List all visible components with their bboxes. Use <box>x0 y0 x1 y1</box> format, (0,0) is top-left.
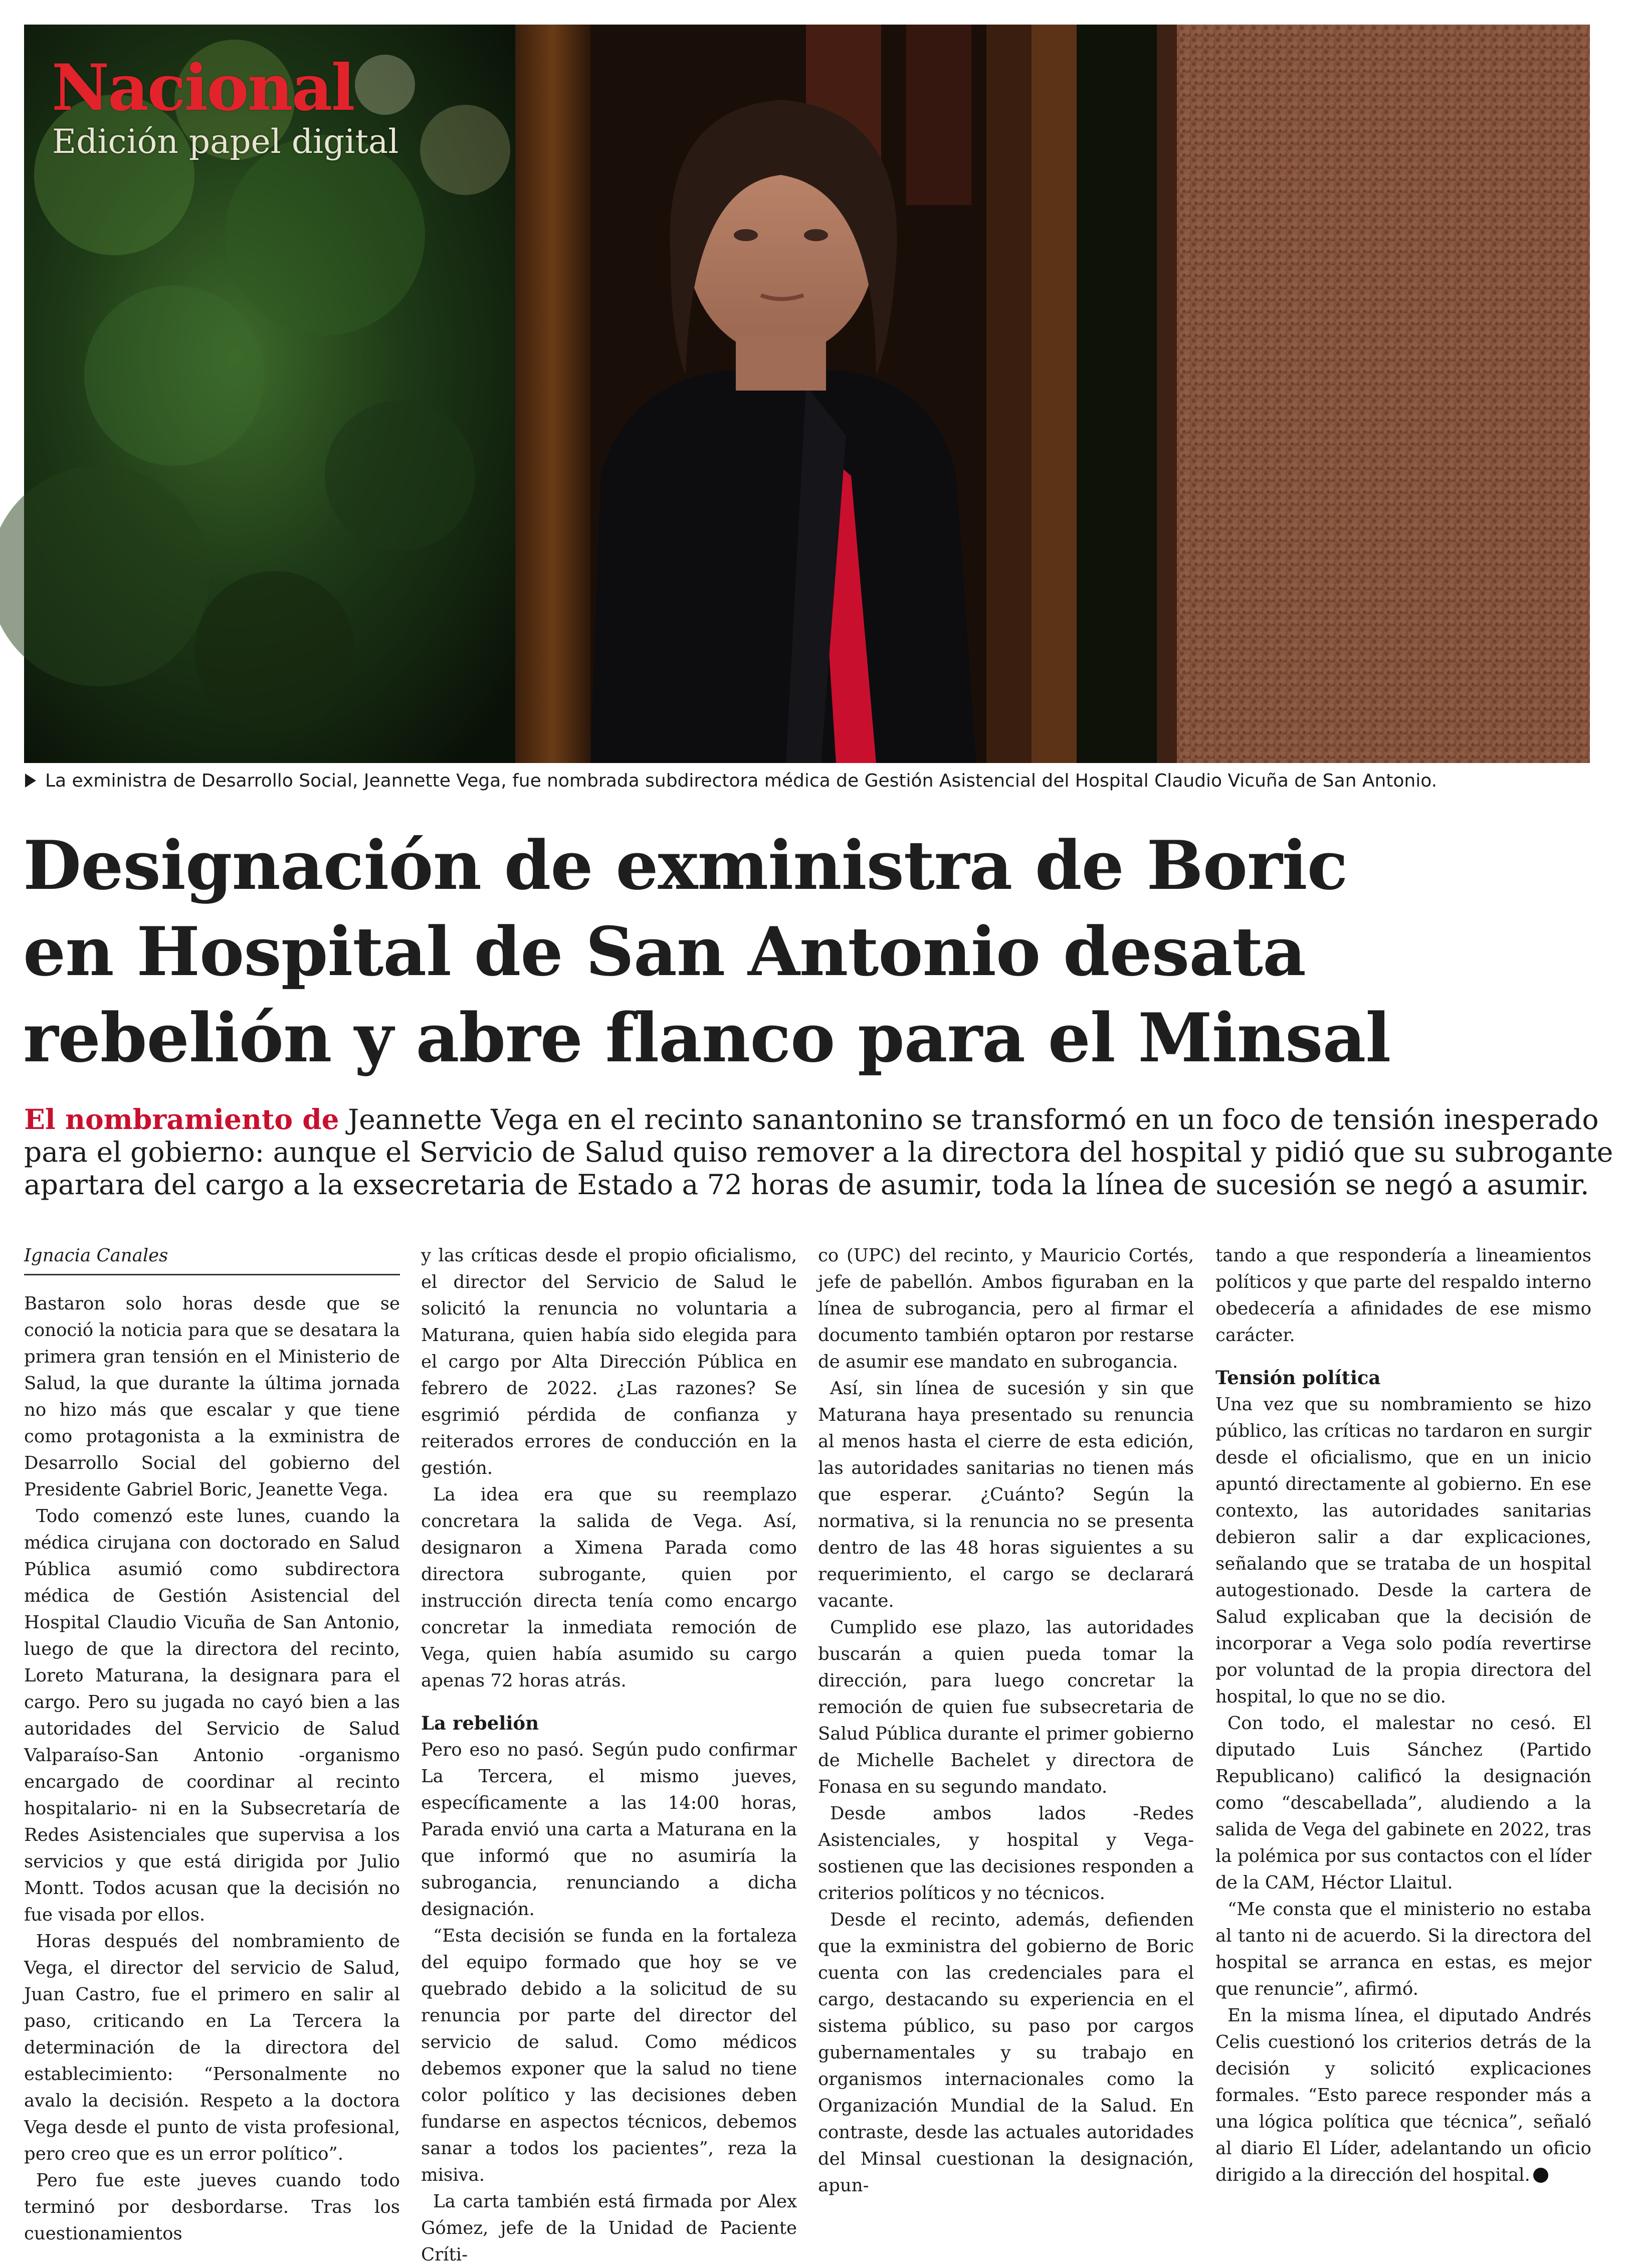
body-paragraph: Pero eso no pasó. Según pudo confirmar La Tercera, el mismo jueves, específicamente a las 14:00 horas, Parada envió una carta a Maturana en la que informó que no asumiría la subrogancia, renunciando a dicha designación. <box>421 1740 797 1920</box>
article-column-3 <box>818 1242 1194 2199</box>
body-paragraph: Así, sin línea de sucesión y sin que Maturana haya presentado su renuncia al menos hasta el cierre de esta edición, las autoridades sanitarias no tienen más que esperar. ¿Cuánto? Según la normativa, si la renuncia no se presenta dentro de las 48 horas siguientes a su requerimiento, el cargo se declarará vacante. <box>818 1378 1194 1611</box>
caption-arrow-icon <box>25 774 36 788</box>
body-paragraph: Todo comenzó este lunes, cuando la médica cirujana con doctorado en Salud Pública asumió como subdirectora médica de Gestión Asistencial del Hospital Claudio Vicuña de San Antonio, luego de que la directora del recinto, Loreto Maturana, la designara para el cargo. Pero su jugada no cayó bien a las autoridades del Servicio de Salud Valparaíso-San Antonio -organismo encargado de coordinar al recinto hospitalario- ni en la Subsecretaría de Redes Asistenciales que supervisa a los servicios y que está dirigida por Julio Montt. Todos acusan que la decisión no fue visada por ellos. <box>24 1506 400 1925</box>
article-photo <box>24 25 1590 763</box>
headline <box>23 822 1597 1081</box>
body-paragraph: “Esta decisión se funda en la fortaleza del equipo formado que hoy se ve quebrado debido a la solicitud de su renuncia por parte del director del servicio de salud. Como médicos debemos exponer que la salud no tiene color político y las decisiones deben fundarse en aspectos técnicos, debemos sanar a todos los pacientes”, reza la misiva. <box>421 1926 797 2185</box>
headline-line: rebelión y abre flanco para el Minsal <box>23 998 1391 1077</box>
section-title: Nacional <box>52 51 354 125</box>
subheading: La rebelión <box>421 1712 539 1734</box>
article-column-1 <box>24 1242 400 2247</box>
photo-caption <box>25 771 1589 791</box>
body-paragraph: Pero fue este jueves cuando todo terminó por desbordarse. Tras los cuestionamientos <box>24 2170 400 2244</box>
body-paragraph: La idea era que su reemplazo concretara la salida de Vega. Así, designaron a Ximena Parada como directora subrogante, quien por instrucción directa tenía como encargo concretar la inmediata remoción de Vega, quien había asumido su cargo apenas 72 horas atrás. <box>421 1484 797 1691</box>
lead-paragraph <box>24 1103 1613 1201</box>
article-column-4 <box>1215 1242 1591 2188</box>
body-paragraph: Con todo, el malestar no cesó. El diputado Luis Sánchez (Partido Republicano) calificó la designación como “descabellada”, aludiendo a la salida de Vega del gabinete en 2022, tras la polémica por sus contactos con el líder de la CAM, Héctor Llaitul. <box>1215 1713 1591 1893</box>
body-paragraph: y las críticas desde el propio oficialismo, el director del Servicio de Salud le solicitó la renuncia no voluntaria a Maturana, quien había sido elegida para el cargo por Alta Dirección Pública en febrero de 2022. ¿Las razones? Se esgrimió pérdida de confianza y reiterados errores de conducción en la gestión. <box>421 1245 797 1478</box>
body-paragraph: Desde ambos lados -Redes Asistenciales, y hospital y Vega- sostienen que las decisiones responden a criterios políticos y no técnicos. <box>818 1803 1194 1904</box>
end-mark-icon <box>1533 2168 1548 2183</box>
subheading: Tensión política <box>1215 1367 1381 1389</box>
section-subtitle: Edición papel digital <box>52 122 399 161</box>
body-paragraph: “Me consta que el ministerio no estaba al tanto ni de acuerdo. Si la directora del hospital se arranca en estas, es mejor que renuncie”, afirmó. <box>1215 1899 1591 1999</box>
headline-line: en Hospital de San Antonio desata <box>23 912 1306 991</box>
body-paragraph: co (UPC) del recinto, y Mauricio Cortés, jefe de pabellón. Ambos figuraban en la línea de subrogancia, pero al firmar el documento también optaron por restarse de asumir ese mandato en subrogancia. <box>818 1245 1194 1372</box>
headline-line: Designación de exministra de Boric <box>23 826 1348 905</box>
body-paragraph: Desde el recinto, además, defienden que la exministra del gobierno de Boric cuenta con las credenciales para el cargo, destacando su experiencia en el sistema público, su paso por cargos gubernamentales y su trabajo en organismos internacionales como la Organización Mundial de la Salud. En contraste, desde las actuales autoridades del Minsal cuestionan la designación, apun- <box>818 1910 1194 2196</box>
body-paragraph-last <box>1215 2002 1591 2188</box>
body-paragraph: Bastaron solo horas desde que se conoció la noticia para que se desatara la primera gran tensión en el Ministerio de Salud, la que durante la última jornada no hizo más que escalar y que tiene como protagonista a la exministra de Desarrollo Social del gobierno del Presidente Gabriel Boric, Jeanette Vega. <box>24 1293 400 1500</box>
lead-kicker: El nombramiento de <box>24 1103 339 1136</box>
lead-line: apartara del cargo a la exsecretaria de Estado a 72 horas de asumir, toda la línea de sucesión se negó a asumir. <box>24 1169 1589 1201</box>
photo-caption-text: La exministra de Desarrollo Social, Jeannette Vega, fue nombrada subdirectora médica de Gestión Asistencial del Hospital Claudio Vicuña de San Antonio. <box>45 771 1438 791</box>
lead-line: Jeannette Vega en el recinto sanantonino se transformó en un foco de tensión inesperado <box>348 1103 1599 1136</box>
lead-line: para el gobierno: aunque el Servicio de Salud quiso remover a la directora del hospital y pidió que su subrogante <box>24 1136 1613 1168</box>
body-paragraph: Cumplido ese plazo, las autoridades buscarán a quien pueda tomar la dirección, para luego concretar la remoción de quien fue subsecretaria de Salud Pública durante el primer gobierno de Michelle Bachelet y directora de Fonasa en su segundo mandato. <box>818 1617 1194 1797</box>
body-paragraph: Una vez que su nombramiento se hizo público, las críticas no tardaron en surgir desde el oficialismo, que en un inicio apuntó directamente al gobierno. En ese contexto, las autoridades sanitarias debieron salir a dar explicaciones, señalando que se trataba de un hospital autogestionado. Desde la cartera de Salud explicaban que la decisión de incorporar a Vega solo podía revertirse por voluntad de la propia directora del hospital, lo que no se dio. <box>1215 1394 1591 1707</box>
article-column-2 <box>421 1242 797 2268</box>
body-paragraph: tando a que respondería a lineamientos políticos y que parte del respaldo interno obedecería a afinidades de ese mismo carácter. <box>1215 1245 1591 1346</box>
body-paragraph: La carta también está firmada por Alex Gómez, jefe de la Unidad de Paciente Críti- <box>421 2191 797 2265</box>
body-paragraph: Horas después del nombramiento de Vega, el director del servicio de Salud, Juan Castro, fue el primero en salir al paso, criticando en La Tercera la determinación de la directora del establecimiento: “Personalmente no avalo la decisión. Respeto a la doctora Vega desde el punto de vista profesional, pero creo que es un error político”. <box>24 1931 400 2164</box>
body-text: En la misma línea, el diputado Andrés Celis cuestionó los criterios detrás de la decisión y solicitó explicaciones formales. “Esto parece responder más a una lógica política que técnica”, señaló al diario El Líder, adelantando un oficio dirigido a la dirección del hospital. <box>1215 2005 1591 2185</box>
byline: Ignacia Canales <box>24 1242 400 1275</box>
